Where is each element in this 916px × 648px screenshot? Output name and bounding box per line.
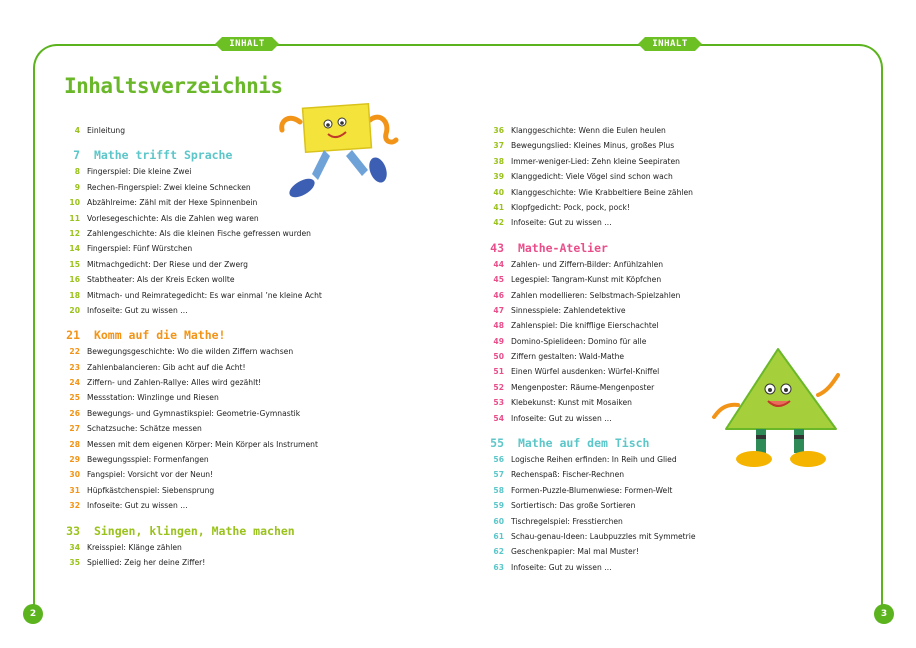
toc-entry[interactable]: 31 Hüpfkästchenspiel: Siebensprung <box>69 485 215 495</box>
toc-entry[interactable]: 52 Mengenposter: Räume-Mengenposter <box>493 382 655 392</box>
toc-entry[interactable]: 41 Klopfgedicht: Pock, pock, pock! <box>493 202 630 212</box>
toc-entry[interactable]: 12 Zahlengeschichte: Als die kleinen Fische gefressen wurden <box>69 228 311 238</box>
toc-entry[interactable]: 51 Einen Würfel ausdenken: Würfel-Kniffel <box>493 367 660 377</box>
section-heading-mathe-atelier[interactable]: 43 Mathe-Atelier <box>490 240 608 255</box>
toc-entry[interactable]: 45 Legespiel: Tangram-Kunst mit Köpfchen <box>493 275 662 285</box>
header-banner-left: INHALT <box>222 37 272 51</box>
toc-entry[interactable]: 11 Vorlesegeschichte: Als die Zahlen weg waren <box>69 213 259 223</box>
toc-entry[interactable]: 50 Ziffern gestalten: Wald-Mathe <box>493 352 625 362</box>
toc-entry[interactable]: 22 Bewegungsgeschichte: Wo die wilden Ziffern wachsen <box>69 347 294 357</box>
toc-entry[interactable]: 59 Sortiertisch: Das große Sortieren <box>493 501 636 511</box>
toc-entry[interactable]: 47 Sinnesspiele: Zahlendetektive <box>493 305 626 315</box>
toc-right-column <box>484 123 804 575</box>
toc-entry[interactable]: 58 Formen-Puzzle-Blumenwiese: Formen-Welt <box>493 485 673 495</box>
toc-entry[interactable]: 40 Klanggeschichte: Wie Krabbeltiere Beine zählen <box>493 187 693 197</box>
toc-entry[interactable]: 60 Tischregelspiel: Fresstierchen <box>493 516 623 526</box>
toc-entry[interactable]: 35 Spiellied: Zeig her deine Ziffer! <box>69 557 206 567</box>
toc-entry[interactable]: 24 Ziffern- und Zahlen-Rallye: Alles wird gezählt! <box>69 378 262 388</box>
toc-entry[interactable]: 20 Infoseite: Gut zu wissen … <box>69 305 188 315</box>
section-heading-singen-klingen[interactable]: 33 Singen, klingen, Mathe machen <box>66 523 295 538</box>
toc-entry[interactable]: 15 Mitmachgedicht: Der Riese und der Zwerg <box>69 259 248 269</box>
toc-entry[interactable]: 29 Bewegungsspiel: Formenfangen <box>69 455 209 465</box>
toc-entry[interactable]: 30 Fangspiel: Vorsicht vor der Neun! <box>69 470 214 480</box>
toc-entry[interactable]: 34 Kreisspiel: Klänge zählen <box>69 542 182 552</box>
toc-entry[interactable]: 62 Geschenkpapier: Mal mal Muster! <box>493 547 639 557</box>
toc-entry[interactable]: 48 Zahlenspiel: Die knifflige Eierschachtel <box>493 321 659 331</box>
toc-entry[interactable]: 26 Bewegungs- und Gymnastikspiel: Geometrie-Gymnastik <box>69 408 301 418</box>
toc-entry[interactable]: 38 Immer-weniger-Lied: Zehn kleine Seepiraten <box>493 156 680 166</box>
toc-entry[interactable]: 63 Infoseite: Gut zu wissen … <box>493 562 612 572</box>
toc-entry[interactable]: 9 Rechen-Fingerspiel: Zwei kleine Schnecken <box>74 182 251 192</box>
toc-entry[interactable]: 42 Infoseite: Gut zu wissen … <box>493 218 612 228</box>
toc-entry[interactable]: 37 Bewegungslied: Kleines Minus, großes Plus <box>493 141 675 151</box>
toc-entry[interactable]: 25 Messstation: Winzlinge und Riesen <box>69 393 219 403</box>
page-title: Inhaltsverzeichnis <box>64 74 283 98</box>
toc-entry[interactable]: 46 Zahlen modellieren: Selbstmach-Spielzahlen <box>493 290 681 300</box>
toc-entry[interactable]: 39 Klanggedicht: Viele Vögel sind schon wach <box>493 172 673 182</box>
toc-entry[interactable]: 56 Logische Reihen erfinden: In Reih und Glied <box>493 455 677 465</box>
toc-entry[interactable]: 27 Schatzsuche: Schätze messen <box>69 424 202 434</box>
header-banner-right: INHALT <box>645 37 695 51</box>
page-number-right: 3 <box>874 604 894 624</box>
toc-entry[interactable]: 44 Zahlen- und Ziffern-Bilder: Anfühlzahlen <box>493 259 664 269</box>
toc-entry[interactable]: 23 Zahlenbalancieren: Gib acht auf die Acht! <box>69 362 246 372</box>
toc-entry[interactable]: 28 Messen mit dem eigenen Körper: Mein Körper als Instrument <box>69 439 318 449</box>
toc-entry[interactable]: 61 Schau-genau-Ideen: Laubpuzzles mit Symmetrie <box>493 531 696 541</box>
toc-entry[interactable]: 16 Stabtheater: Als der Kreis Ecken wollte <box>69 275 235 285</box>
toc-entry[interactable]: 32 Infoseite: Gut zu wissen … <box>69 501 188 511</box>
toc-entry[interactable]: 36 Klanggeschichte: Wenn die Eulen heulen <box>493 126 666 135</box>
toc-entry[interactable]: 8 Fingerspiel: Die kleine Zwei <box>74 167 192 177</box>
toc-entry[interactable]: 54 Infoseite: Gut zu wissen … <box>493 413 612 423</box>
section-heading-mathe-auf-dem-tisch[interactable]: 55 Mathe auf dem Tisch <box>490 436 650 451</box>
toc-entry[interactable]: 10 Abzählreime: Zähl mit der Hexe Spinnenbein <box>69 198 258 208</box>
toc-entry[interactable]: 49 Domino-Spielideen: Domino für alle <box>493 336 647 346</box>
toc-entry[interactable]: 18 Mitmach- und Reimrategedicht: Es war einmal ’ne kleine Acht <box>69 290 322 300</box>
toc-entry[interactable]: 14 Fingerspiel: Fünf Würstchen <box>69 244 193 254</box>
toc-entry[interactable]: 57 Rechenspaß: Fischer-Rechnen <box>493 470 625 480</box>
toc-entry[interactable]: 53 Klebekunst: Kunst mit Mosaiken <box>493 398 632 408</box>
toc-entry[interactable]: 4 Einleitung <box>74 126 126 135</box>
page-number-left: 2 <box>23 604 43 624</box>
section-heading-mathe-trifft-sprache[interactable]: 7 Mathe trifft Sprache <box>73 148 233 163</box>
section-heading-komm-auf-die-mathe[interactable]: 21 Komm auf die Mathe! <box>66 328 226 343</box>
toc-left-column <box>60 123 380 570</box>
